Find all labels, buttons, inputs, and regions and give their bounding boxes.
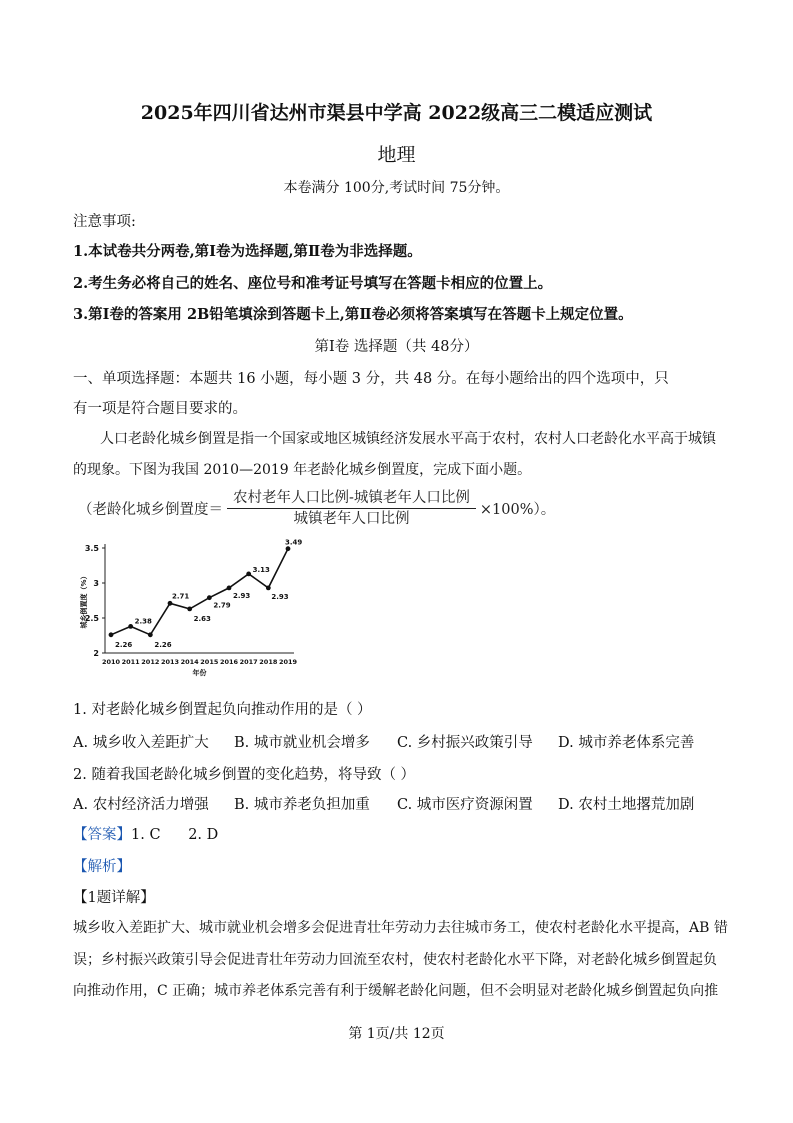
data-point bbox=[187, 607, 192, 612]
answer-text: 1. C 2. D bbox=[131, 827, 219, 843]
data-point bbox=[227, 586, 232, 591]
x-tick-label: 2018 bbox=[259, 658, 278, 666]
x-tick-label: 2019 bbox=[278, 658, 298, 666]
question-1-option-b[interactable]: B. 城市就业机会增多 bbox=[234, 735, 370, 751]
formula bbox=[78, 489, 555, 528]
page-footer: 第 1页/共 12页 bbox=[348, 1026, 445, 1042]
x-tick-label: 2011 bbox=[121, 658, 140, 666]
data-label: 2.38 bbox=[134, 617, 152, 626]
question-2-option-d[interactable]: D. 农村土地撂荒加剧 bbox=[558, 797, 695, 813]
data-label: 2.26 bbox=[154, 640, 172, 649]
analysis-line: 城乡收入差距扩大、城市就业机会增多会促进青壮年劳动力去往城市务工，使农村老龄化水平提高，AB 错 bbox=[73, 920, 728, 936]
question-2-option-a[interactable]: A. 农村经济活力增强 bbox=[73, 797, 209, 813]
answer-tag: 【答案】 bbox=[73, 827, 131, 843]
question-1-option-c[interactable]: C. 乡村振兴政策引导 bbox=[397, 735, 533, 751]
answer-line bbox=[73, 823, 218, 844]
data-label: 2.93 bbox=[271, 592, 289, 601]
formula-numerator: 农村老年人口比例-城镇老年人口比例 bbox=[227, 489, 476, 509]
section-instruction: 一、单项选择题：本题共 16 小题，每小题 3 分，共 48 分。在每小题给出的四个选项中，只 bbox=[73, 371, 669, 387]
data-label: 2.79 bbox=[213, 601, 231, 610]
data-point bbox=[148, 632, 153, 637]
x-tick-label: 2014 bbox=[180, 658, 199, 666]
note-item: 2.考生务必将自己的姓名、座位号和准考证号填写在答题卡相应的位置上。 bbox=[73, 275, 553, 292]
chart-marks bbox=[109, 539, 303, 649]
analysis-detail-tag: 【1题详解】 bbox=[73, 890, 155, 906]
y-tick-label: 2 bbox=[93, 649, 99, 658]
formula-suffix: ×100%）。 bbox=[479, 502, 556, 518]
x-tick-label: 2010 bbox=[101, 658, 121, 666]
notes-heading: 注意事项: bbox=[73, 214, 136, 230]
data-point bbox=[128, 624, 133, 629]
data-point bbox=[168, 601, 173, 606]
y-tick-label: 3.5 bbox=[84, 544, 99, 553]
section-instruction: 有一项是符合题目要求的。 bbox=[73, 401, 247, 417]
data-label: 3.13 bbox=[252, 565, 270, 574]
formula-fraction bbox=[227, 489, 476, 528]
question-1-option-d[interactable]: D. 城市养老体系完善 bbox=[558, 735, 695, 751]
aging-inversion-chart bbox=[74, 535, 304, 685]
data-label: 2.26 bbox=[115, 640, 133, 649]
data-point bbox=[266, 586, 271, 591]
data-label: 2.63 bbox=[193, 614, 211, 623]
question-2-option-c[interactable]: C. 城市医疗资源闲置 bbox=[397, 797, 533, 813]
x-axis-label: 年份 bbox=[192, 669, 207, 677]
subject-title: 地理 bbox=[377, 144, 416, 166]
data-label: 2.93 bbox=[233, 591, 251, 600]
question-1-option-a[interactable]: A. 城乡收入差距扩大 bbox=[73, 735, 209, 751]
analysis-line: 误；乡村振兴政策引导会促进青壮年劳动力回流至农村，使农村老龄化水平下降，对老龄化城乡倒置起负 bbox=[73, 952, 717, 968]
passage-line: 人口老龄化城乡倒置是指一个国家或地区城镇经济发展水平高于农村，农村人口老龄化水平高于城镇 bbox=[100, 431, 716, 447]
y-tick-label: 2.5 bbox=[84, 614, 99, 623]
data-point bbox=[109, 632, 114, 637]
passage-line: 的现象。下图为我国 2010—2019 年老龄化城乡倒置度，完成下面小题。 bbox=[73, 462, 532, 478]
x-tick-label: 2016 bbox=[219, 658, 239, 666]
x-tick-label: 2015 bbox=[200, 658, 219, 666]
data-point bbox=[246, 572, 251, 577]
y-axis-label: 城乡倒置度（%） bbox=[80, 572, 88, 629]
data-label: 3.49 bbox=[285, 538, 303, 547]
analysis-line: 向推动作用，C 正确；城市养老体系完善有利于缓解老龄化问题，但不会明显对老龄化城乡倒置起负向推 bbox=[73, 983, 719, 999]
data-point bbox=[286, 546, 291, 551]
question-2-option-b[interactable]: B. 城市养老负担加重 bbox=[234, 797, 370, 813]
data-label: 2.71 bbox=[172, 592, 190, 601]
exam-title: 2025年四川省达州市渠县中学高 2022级高三二模适应测试 bbox=[140, 102, 653, 124]
note-item: 1.本试卷共分两卷,第Ⅰ卷为选择题,第Ⅱ卷为非选择题。 bbox=[73, 243, 422, 260]
question-2-stem: 2. 随着我国老龄化城乡倒置的变化趋势，将导致（ ） bbox=[73, 767, 416, 783]
x-tick-label: 2017 bbox=[239, 658, 258, 666]
formula-prefix: （老龄化城乡倒置度＝ bbox=[78, 502, 223, 518]
y-tick-label: 3 bbox=[93, 579, 99, 588]
analysis-tag: 【解析】 bbox=[73, 859, 131, 875]
section-title: 第Ⅰ卷 选择题（共 48分） bbox=[314, 339, 479, 355]
x-tick-label: 2012 bbox=[141, 658, 160, 666]
data-point bbox=[207, 595, 212, 600]
question-1-stem: 1. 对老龄化城乡倒置起负向推动作用的是（ ） bbox=[73, 702, 372, 718]
x-tick-label: 2013 bbox=[160, 658, 180, 666]
score-line: 本卷满分 100分,考试时间 75分钟。 bbox=[283, 180, 510, 196]
formula-denominator: 城镇老年人口比例 bbox=[293, 511, 410, 527]
note-item: 3.第Ⅰ卷的答案用 2B铅笔填涂到答题卡上,第Ⅱ卷必须将答案填写在答题卡上规定位置。 bbox=[73, 306, 633, 323]
